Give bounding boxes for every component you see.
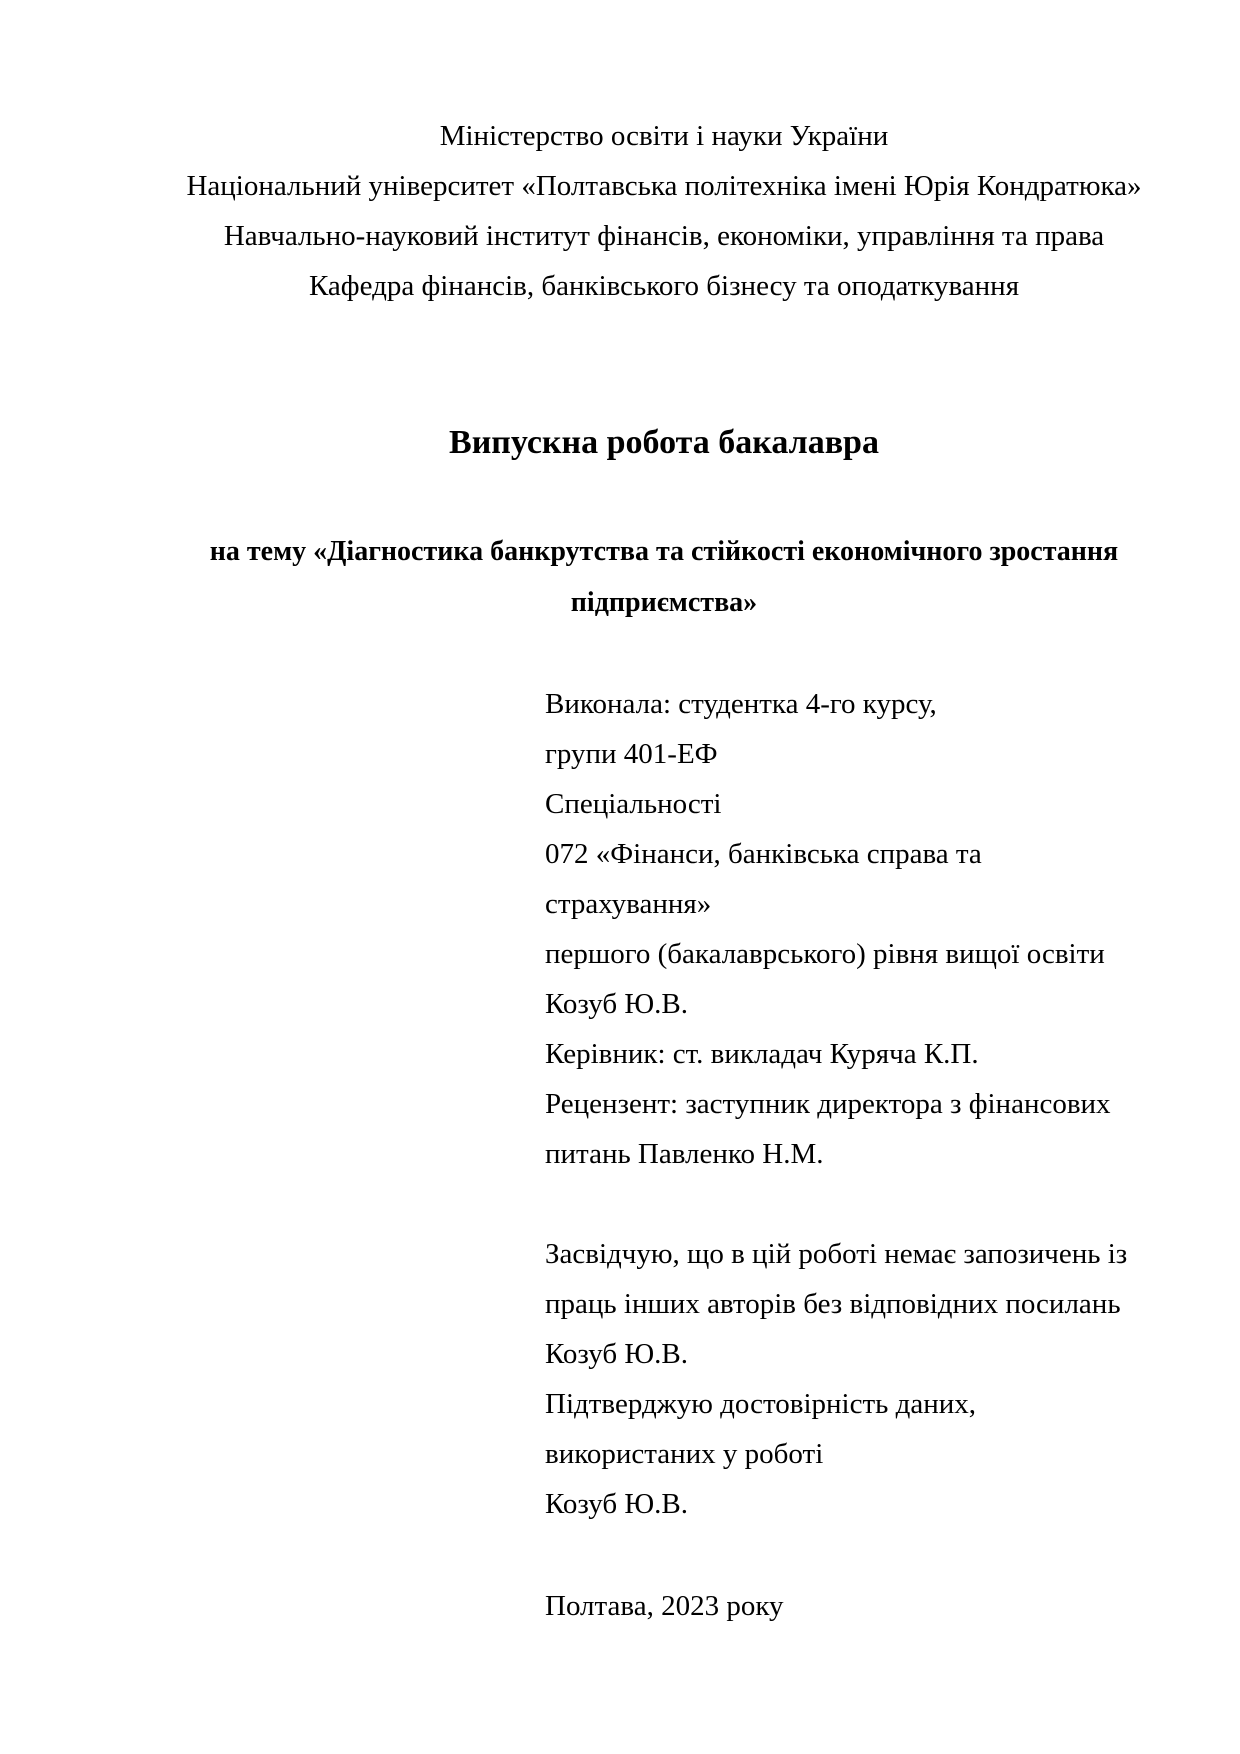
info-line: страхування» (545, 888, 712, 920)
declaration-line: Козуб Ю.В. (545, 1338, 689, 1370)
info-line: Виконала: студентка 4-го курсу, (545, 688, 937, 720)
ministry-line: Міністерство освіти і науки України (439, 120, 889, 152)
declaration-line: праць інших авторів без відповідних посилань (545, 1288, 1121, 1320)
info-line: Рецензент: заступник директора з фінансових (545, 1088, 1111, 1120)
info-line: 072 «Фінанси, банківська справа та (545, 838, 982, 870)
department-line: Кафедра фінансів, банківського бізнесу та оподаткування (308, 270, 1020, 302)
declaration-line: Козуб Ю.В. (545, 1488, 689, 1520)
institute-line: Навчально-науковий інститут фінансів, економіки, управління та права (223, 220, 1105, 252)
declaration-line: Підтверджую достовірність даних, (545, 1388, 977, 1420)
city-year: Полтава, 2023 року (545, 1590, 784, 1622)
topic-line-1: на тему «Діагностика банкрутства та стійкості економічного зростання (209, 536, 1119, 567)
declaration-line: використаних у роботі (545, 1438, 824, 1470)
document-title: Випускна робота бакалавра (449, 424, 879, 461)
university-line: Національний університет «Полтавська політехніка імені Юрія Кондратюка» (186, 170, 1142, 202)
info-line: питань Павленко Н.М. (545, 1138, 824, 1170)
info-line: Козуб Ю.В. (545, 988, 689, 1020)
declaration-line: Засвідчую, що в цій роботі немає запозичень із (545, 1238, 1128, 1270)
info-line: групи 401-ЕФ (545, 738, 718, 770)
info-line: Керівник: ст. викладач Куряча К.П. (545, 1038, 979, 1070)
topic-line-2: підприємства» (570, 587, 758, 618)
info-line: першого (бакалаврського) рівня вищої освіти (545, 938, 1105, 970)
info-line: Спеціальності (545, 788, 722, 820)
